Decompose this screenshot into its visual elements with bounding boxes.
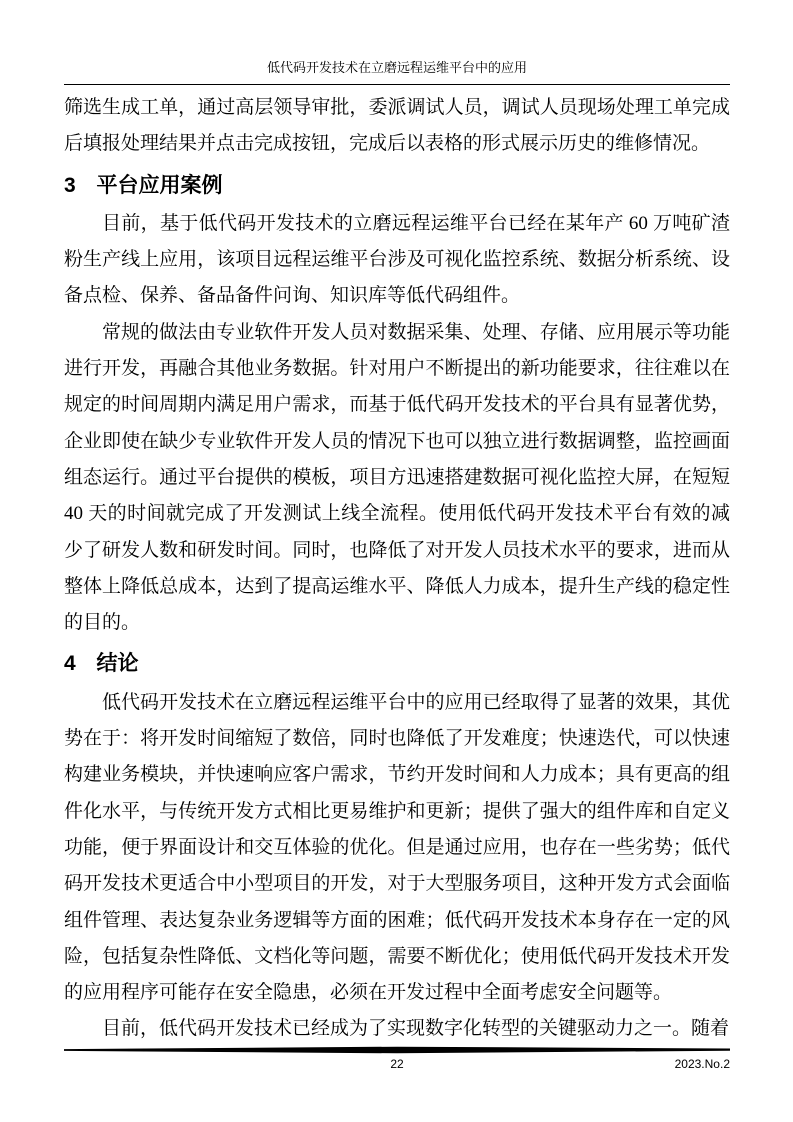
footer-rule <box>64 1046 730 1054</box>
section-title: 平台应用案例 <box>96 173 223 197</box>
section-title: 结论 <box>96 652 139 676</box>
paragraph-outlook: 目前，低代码开发技术已经成为了实现数字化转型的关键驱动力之一。随着 <box>102 1018 730 1040</box>
page-number: 22 <box>390 1057 404 1071</box>
section-number: 3 <box>64 173 76 197</box>
running-header <box>64 58 730 85</box>
section-heading-platform-case <box>64 168 730 204</box>
document-body <box>64 90 730 1048</box>
section-number: 4 <box>64 652 76 676</box>
paragraph-application: 目前，基于低代码开发技术的立磨远程运维平台已经在某年产 60 万吨矿渣粉生产线上应用，该项目远程运维平台涉及可视化监控系统、数据分析系统、设备点检、保养、备品备件问询、知识库等低代码组件。 <box>64 212 730 307</box>
footer <box>64 1055 730 1073</box>
issue-label: 2023.No.2 <box>674 1057 730 1071</box>
paragraph-comparison: 常规的做法由专业软件开发人员对数据采集、处理、存储、应用展示等功能进行开发，再融合其他业务数据。针对用户不断提出的新功能要求，往往难以在规定的时间周期内满足用户需求，而基于低代码开发技术的平台具有显著优势，企业即使在缺少专业软件开发人员的情况下也可以独立进行数据调整，监控画面组态运行。通过平台提供的模板，项目方迅速搭建数据可视化监控大屏，在短短 40 天的时间就完成了开发测试上线全流程。使用低代码开发技术平台有效的减少了研发人数和研发时间。同时，也降低了对开发人员技术水平的要求，进而从整体上降低总成本，达到了提高运维水平、降低人力成本，提升生产线的稳定性的目的。 <box>64 321 730 634</box>
section-heading-conclusion <box>64 646 730 682</box>
running-title: 低代码开发技术在立磨远程运维平台中的应用 <box>266 60 527 75</box>
paragraph-conclusion: 低代码开发技术在立磨远程运维平台中的应用已经取得了显著的效果，其优势在于：将开发时间缩短了数倍，同时也降低了开发难度；快速迭代，可以快速构建业务模块，并快速响应客户需求，节约开发时间和人力成本；具有更高的组件化水平，与传统开发方式相比更易维护和更新；提供了强大的组件库和自定义功能，便于界面设计和交互体验的优化。但是通过应用，也存在一些劣势；低代码开发技术更适合中小型项目的开发，对于大型服务项目，这种开发方式会面临组件管理、表达复杂业务逻辑等方面的困难；低代码开发技术本身存在一定的风险，包括复杂性降低、文档化等问题，需要不断优化；使用低代码开发技术开发的应用程序可能存在安全隐患，必须在开发过程中全面考虑安全问题等。 <box>64 691 730 1004</box>
paragraph-workorder: 筛选生成工单，通过高层领导审批，委派调试人员，调试人员现场处理工单完成后填报处理结果并点击完成按钮，完成后以表格的形式展示历史的维修情况。 <box>64 97 730 155</box>
